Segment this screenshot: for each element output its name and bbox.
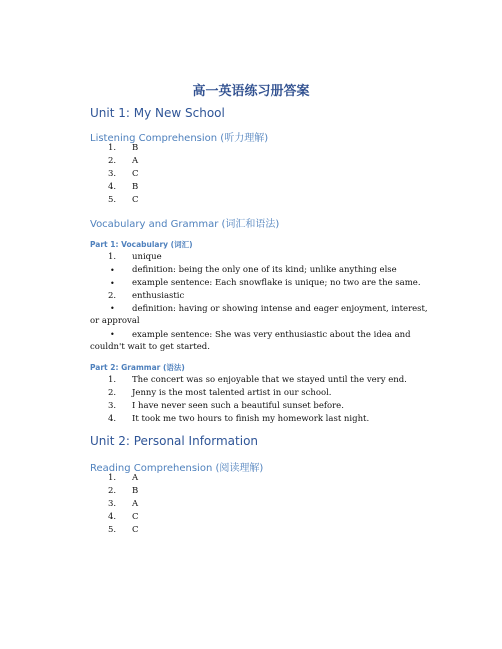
item-number: 1. (108, 143, 117, 153)
item-answer: B (132, 143, 139, 153)
unit1-heading: Unit 1: My New School (90, 106, 225, 120)
bullet-icon: • (110, 304, 115, 313)
list-item (108, 277, 428, 290)
item-answer: A (132, 499, 139, 509)
list-item (108, 168, 139, 181)
list-item (108, 264, 428, 277)
item-answer: C (132, 195, 139, 205)
list-item (108, 181, 139, 194)
example-sentence-continued: couldn't wait to get started. (90, 342, 210, 352)
item-answer: A (132, 473, 139, 483)
item-answer: C (132, 512, 139, 522)
list-item (108, 387, 407, 400)
item-answer: B (132, 486, 139, 496)
grammar-part-heading: Part 2: Grammar (语法) (90, 363, 185, 372)
unit2-heading: Unit 2: Personal Information (90, 434, 259, 448)
definition-text-continued: or approval (90, 316, 140, 326)
reading-heading: Reading Comprehension (阅读理解) (90, 463, 264, 474)
item-number: 5. (108, 195, 117, 205)
item-number: 2. (108, 156, 117, 166)
list-item (90, 303, 428, 329)
list-item (108, 400, 407, 413)
grammar-sentence: I have never seen such a beautiful sunset before. (132, 401, 344, 411)
definition-text: definition: having or showing intense and eager enjoyment, interest, (132, 304, 428, 314)
list-item (108, 524, 139, 537)
vocabulary-list (90, 251, 428, 355)
listening-heading: Listening Comprehension (听力理解) (90, 133, 269, 144)
item-number: 4. (108, 512, 117, 522)
item-number: 2. (108, 486, 117, 496)
list-item (108, 374, 407, 387)
definition-text: definition: being the only one of its kind; unlike anything else (132, 265, 397, 275)
grammar-sentence: The concert was so enjoyable that we stayed until the very end. (132, 375, 407, 385)
item-number: 4. (108, 414, 117, 424)
grammar-list (108, 374, 407, 426)
list-item (108, 511, 139, 524)
item-number: 1. (108, 473, 117, 483)
example-sentence: example sentence: She was very enthusiastic about the idea and (132, 330, 411, 340)
bullet-icon: • (110, 279, 115, 288)
grammar-sentence: It took me two hours to finish my homework last night. (132, 414, 370, 424)
list-item (108, 251, 428, 264)
item-number: 2. (108, 388, 117, 398)
vocabulary-word: unique (132, 252, 162, 262)
list-item (90, 329, 428, 355)
vocabulary-part-heading: Part 1: Vocabulary (词汇) (90, 240, 193, 249)
list-item (108, 290, 428, 303)
list-item (108, 485, 139, 498)
item-answer: B (132, 182, 139, 192)
item-number: 3. (108, 499, 117, 509)
item-answer: A (132, 156, 139, 166)
item-answer: C (132, 169, 139, 179)
grammar-sentence: Jenny is the most talented artist in our school. (132, 388, 332, 398)
item-number: 5. (108, 525, 117, 535)
listening-answer-list (108, 142, 139, 207)
item-answer: C (132, 525, 139, 535)
item-number: 3. (108, 401, 117, 411)
list-item (108, 155, 139, 168)
reading-answer-list (108, 472, 139, 537)
vocabulary-word: enthusiastic (132, 291, 185, 301)
bullet-icon: • (110, 330, 115, 339)
item-number: 1. (108, 252, 117, 262)
vocab-grammar-heading: Vocabulary and Grammar (词汇和语法) (90, 219, 280, 230)
list-item (108, 472, 139, 485)
document-title: 高一英语练习册答案 (192, 84, 310, 99)
example-sentence: example sentence: Each snowflake is unique; no two are the same. (132, 278, 421, 288)
item-number: 4. (108, 182, 117, 192)
list-item (108, 498, 139, 511)
bullet-icon: • (110, 266, 115, 275)
item-number: 1. (108, 375, 117, 385)
item-number: 3. (108, 169, 117, 179)
list-item (108, 194, 139, 207)
list-item (108, 142, 139, 155)
item-number: 2. (108, 291, 117, 301)
list-item (108, 413, 407, 426)
